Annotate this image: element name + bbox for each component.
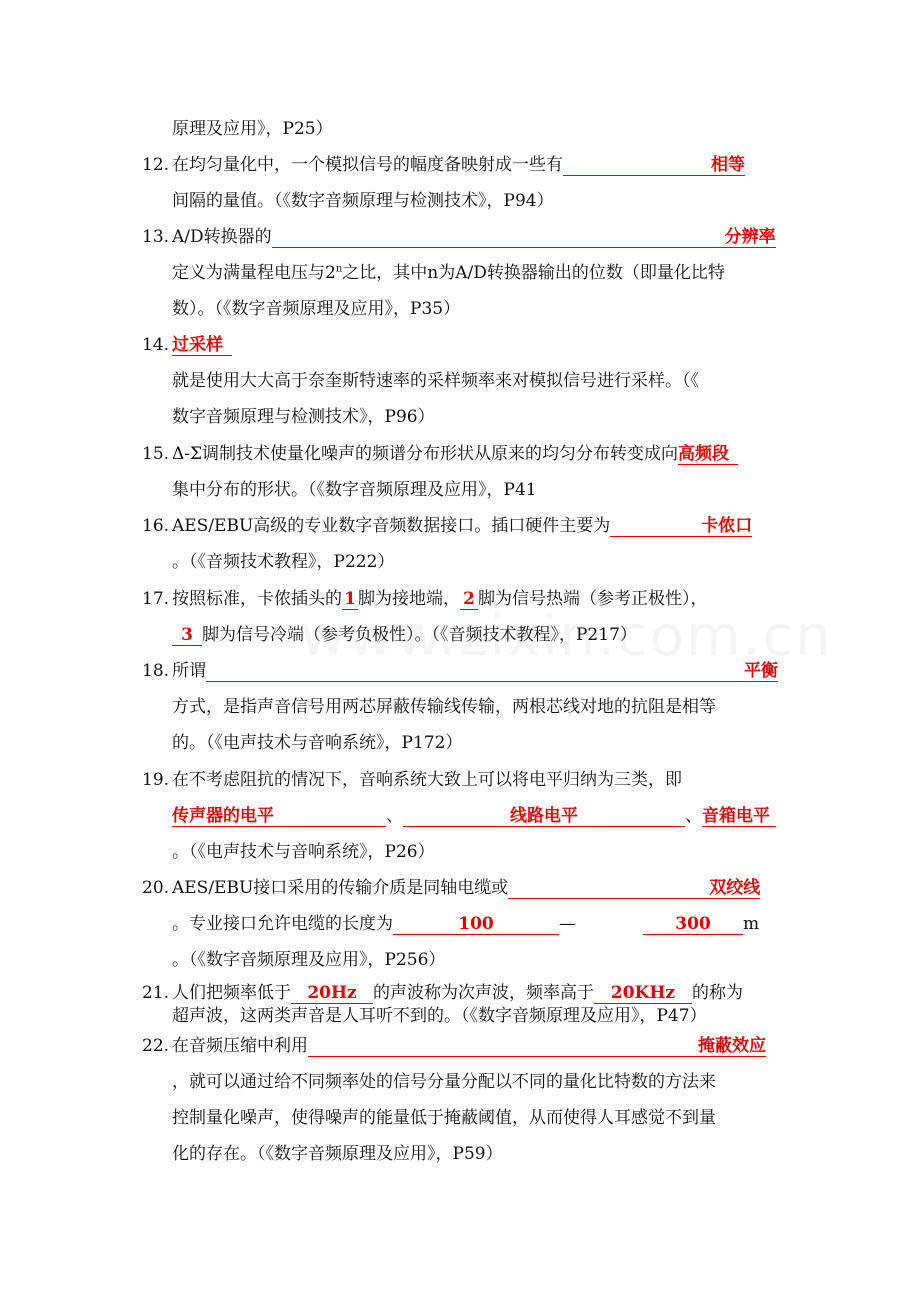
q17-answer-2: 2: [460, 587, 478, 610]
q16-number: 16.: [142, 516, 170, 536]
q14-line1: [172, 331, 782, 359]
q13-line2: 定义为满量程电压与2$^n$之比，其中n为A/D转换器输出的位数（即量化比特: [172, 263, 725, 283]
q20-answer-2: 100: [393, 912, 559, 935]
q15-answer: 高频段: [678, 442, 738, 465]
q12-answer: 相等: [563, 153, 745, 176]
q21-line2: 超声波，这两类声音是人耳听不到的。（《数字音频原理及应用》，P47）: [172, 1006, 707, 1026]
q16-line2: 。（《音频技术教程》，P222）: [172, 552, 395, 572]
q18-line3: 的。（《电声技术与音响系统》，P172）: [172, 733, 463, 753]
q13-number: 13.: [142, 227, 170, 247]
q19-answer-2: 线路电平: [403, 804, 685, 827]
q15-line1: [172, 440, 782, 468]
q13-answer: 分辨率: [272, 225, 776, 248]
q15-number: 15.: [142, 444, 170, 464]
q14-answer: 过采样: [172, 333, 232, 356]
q19-answer-3: 音箱电平: [702, 804, 776, 827]
q12-line2: 间隔的量值。（《数字音频原理与检测技术》，P94）: [172, 191, 554, 211]
q13-line1: [172, 223, 782, 251]
q12-line1: [172, 151, 782, 179]
q20-line3: 。（《数字音频原理及应用》，P256）: [172, 950, 446, 970]
q12-number: 12.: [142, 155, 170, 175]
q18-number: 18.: [142, 661, 170, 681]
q22-number: 22.: [142, 1036, 170, 1056]
q20-number: 20.: [142, 878, 170, 898]
q17-line1: 按照标准，卡侬插头的 1 脚为接地端， 2 脚为信号热端（参考正极性），: [172, 589, 708, 609]
q22-line2: ，就可以通过给不同频率处的信号分量分配以不同的量化比特数的方法来: [172, 1072, 716, 1092]
q22-line4: 化的存在。（《数字音频原理及应用》，P59）: [172, 1144, 503, 1164]
q20-line2: 。专业接口允许电缆的长度为 100 — 300 m: [172, 914, 760, 934]
q11-tail: 原理及应用》，P25）: [172, 119, 333, 139]
q16-line1: [172, 512, 782, 540]
q17-number: 17.: [142, 589, 170, 609]
q21-line1: 人们把频率低于 20Hz 的声波称为次声波，频率高于 20KHz 的称为: [172, 983, 743, 1003]
q17-line2: 3 脚为信号冷端（参考负极性）。（《音频技术教程》，P217）: [172, 621, 782, 649]
q12-text: 在均匀量化中，一个模拟信号的幅度备映射成一些有: [172, 155, 563, 175]
q16-answer: 卡侬口: [610, 514, 752, 537]
q21-number: 21.: [142, 983, 170, 1003]
q14-line3: 数字音频原理与检测技术》，P96）: [172, 407, 435, 427]
q19-line1: 在不考虑阻抗的情况下，音响系统大致上可以将电平归纳为三类，即: [172, 770, 682, 790]
q19-number: 19.: [142, 770, 170, 790]
q19-line2: 传声器的电平 、 线路电平 、音箱电平: [172, 802, 782, 830]
q16-text: AES/EBU高级的专业数字音频数据接口。插口硬件主要为: [172, 516, 611, 536]
q22-answer: 掩蔽效应: [308, 1034, 766, 1057]
q21-answer-2: 20KHz: [594, 981, 692, 1004]
q15-line2: 集中分布的形状。（《数字音频原理及应用》，P41: [172, 480, 537, 500]
q19-answer-1: 传声器的电平: [172, 804, 386, 827]
q22-line3: 控制量化噪声，使得噪声的能量低于掩蔽阈值，从而使得人耳感觉不到量: [172, 1108, 716, 1128]
q17-answer-1: 1: [342, 587, 358, 610]
q20-answer-3: 300: [643, 912, 743, 935]
q15-text: Δ-Σ调制技术使量化噪声的频谱分布形状从原来的均匀分布转变成向: [172, 444, 679, 464]
q13-line3: 数）。（《数字音频原理及应用》，P35）: [172, 299, 461, 319]
q18-line2: 方式，是指声音信号用两芯屏蔽传输线传输，两根芯线对地的抗阻是相等: [172, 697, 716, 717]
q13-text: A/D转换器的: [172, 227, 272, 247]
q22-line1: 在音频压缩中利用 掩蔽效应: [172, 1036, 766, 1056]
q20-line1: AES/EBU接口采用的传输介质是同轴电缆或 双绞线: [172, 878, 761, 898]
q14-number: 14.: [142, 335, 170, 355]
q21-answer-1: 20Hz: [291, 981, 373, 1004]
q18-answer: 平衡: [206, 659, 778, 682]
q19-line3: 。（《电声技术与音响系统》，P26）: [172, 842, 435, 862]
q14-line2: 就是使用大大高于奈奎斯特速率的采样频率来对模拟信号进行采样。（《: [172, 371, 699, 391]
q17-answer-3: 3: [172, 623, 202, 646]
q18-line1: 所谓 平衡: [172, 661, 778, 681]
q20-answer-1: 双绞线: [508, 876, 760, 899]
